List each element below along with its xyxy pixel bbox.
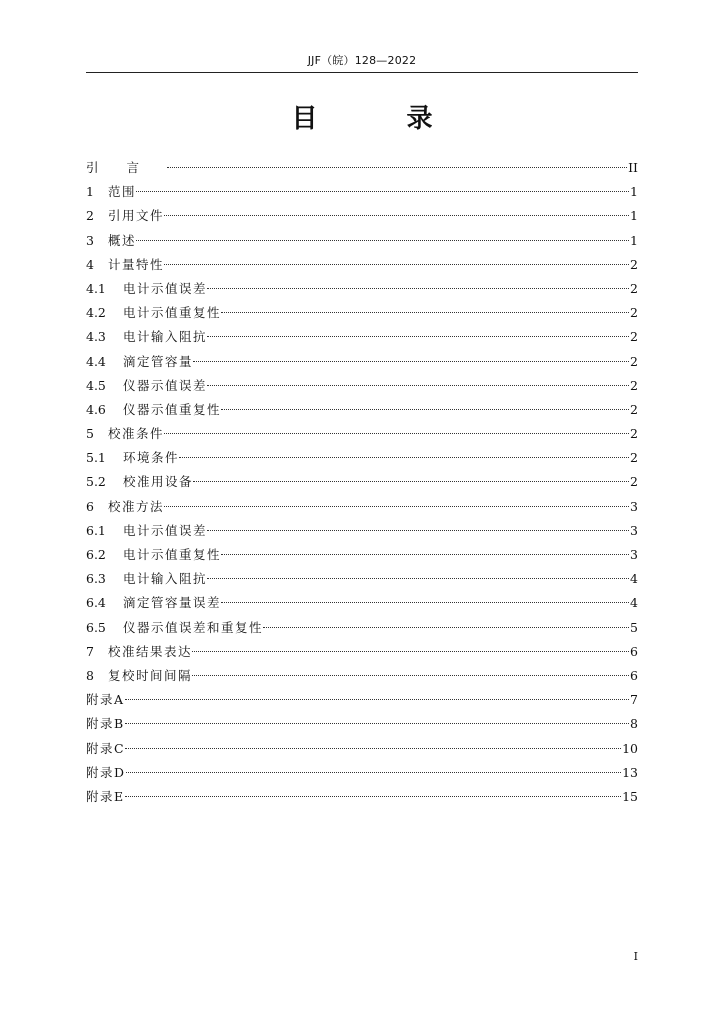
- toc-entry[interactable]: [86, 446, 638, 470]
- toc-entry-page: 10: [622, 740, 638, 756]
- toc-entry-label: 校准结果表达: [108, 643, 193, 659]
- toc-entry-page: 2: [630, 329, 638, 345]
- toc-entry-label: 计量特性: [108, 256, 165, 272]
- toc-entry-number: 4: [86, 256, 94, 272]
- toc-entry[interactable]: [86, 301, 638, 325]
- toc-entry-label: 附录D: [86, 764, 126, 780]
- toc-entry[interactable]: [86, 737, 638, 761]
- toc-entry-page: 1: [630, 208, 638, 224]
- toc-dot-leader: [125, 747, 621, 749]
- toc-dot-leader: [207, 287, 629, 289]
- toc-entry-page: 2: [630, 280, 638, 296]
- toc-entry[interactable]: [86, 229, 638, 253]
- toc-dot-leader: [164, 505, 629, 507]
- toc-entry-label: 电计示值重复性: [123, 305, 222, 321]
- toc-entry-number: 6: [86, 498, 94, 514]
- toc-entry-page: 1: [630, 232, 638, 248]
- toc-entry[interactable]: [86, 761, 638, 785]
- toc-dot-leader: [192, 674, 629, 676]
- toc-entry-page: 2: [630, 353, 638, 369]
- toc-entry-number: 8: [86, 667, 94, 683]
- toc-entry-number: 2: [86, 208, 94, 224]
- toc-entry-page: 4: [630, 571, 638, 587]
- toc-title: 目 录: [291, 104, 473, 134]
- toc-dot-leader: [164, 214, 629, 216]
- header-rule: [86, 72, 638, 73]
- toc-dot-leader: [263, 626, 629, 628]
- toc-entry[interactable]: [86, 204, 638, 228]
- toc-entry[interactable]: [86, 156, 638, 180]
- toc-entry-page: 3: [630, 498, 638, 514]
- toc-entry-label: 校准方法: [108, 498, 165, 514]
- toc-entry-number: 6.2: [86, 547, 106, 562]
- toc-entry-page: 2: [630, 256, 638, 272]
- page-number: I: [633, 950, 638, 963]
- toc-entry-label: 环境条件: [123, 450, 180, 466]
- toc-entry-number: 5.1: [86, 450, 106, 466]
- toc-dot-leader: [221, 553, 629, 555]
- toc-entry-label: 附录A: [86, 692, 125, 708]
- toc-entry-label: 校准条件: [108, 426, 165, 442]
- toc-dot-leader: [193, 360, 629, 362]
- toc-entry-number: 6.1: [86, 522, 106, 538]
- toc-entry-page: 6: [630, 643, 638, 659]
- toc-entry-page: 5: [630, 619, 638, 635]
- toc-entry-number: 4.1: [86, 280, 106, 296]
- toc-entry[interactable]: [86, 325, 638, 349]
- toc-entry-number: 6.4: [86, 595, 106, 611]
- toc-dot-leader: [164, 263, 629, 265]
- toc-entry-label: 电计示值误差: [123, 522, 208, 538]
- toc-entry-label: 附录C: [86, 740, 126, 756]
- toc-entry-label: 仪器示值重复性: [123, 401, 222, 417]
- toc-entry-number: 7: [86, 643, 94, 659]
- toc-dot-leader: [136, 190, 629, 192]
- toc-entry-label: 电计输入阻抗: [123, 571, 208, 587]
- toc-entry-label: 电计示值重复性: [123, 547, 222, 562]
- toc-entry-page: 2: [630, 474, 638, 490]
- toc-entry[interactable]: [86, 616, 638, 640]
- toc-entry-page: 7: [630, 692, 638, 708]
- toc-dot-leader: [125, 698, 630, 700]
- document-code-header: JJF（皖）128—2022: [307, 54, 417, 67]
- toc-entry[interactable]: [86, 350, 638, 374]
- toc-entry-label: 校准用设备: [123, 474, 194, 490]
- toc-dot-leader: [126, 771, 622, 773]
- toc-entry-label: 仪器示值误差和重复性: [123, 619, 264, 635]
- toc-entry-page: 13: [622, 764, 638, 780]
- toc-dot-leader: [136, 239, 629, 241]
- toc-entry[interactable]: [86, 470, 638, 494]
- toc-entry-page: 3: [630, 547, 638, 562]
- toc-entry-number: 5: [86, 426, 94, 442]
- toc-entry-page: 2: [630, 305, 638, 321]
- toc-dot-leader: [192, 650, 629, 652]
- toc-entry[interactable]: [86, 519, 638, 543]
- toc-dot-leader: [125, 722, 629, 724]
- toc-entry-page: 1: [630, 184, 638, 200]
- toc-entry-label: 引用文件: [108, 208, 165, 224]
- toc-entry-number: 4.2: [86, 305, 106, 321]
- toc-entry-number: 4.3: [86, 329, 106, 345]
- toc-entry-label: 电计示值误差: [123, 280, 208, 296]
- toc-entry-label: 范围: [108, 184, 137, 200]
- toc-entry-label: 引言: [86, 160, 168, 175]
- toc-entry[interactable]: [86, 591, 638, 615]
- toc-entry[interactable]: [86, 567, 638, 591]
- toc-entry[interactable]: [86, 180, 638, 204]
- toc-entry-label: 附录B: [86, 716, 125, 732]
- toc-entry-number: 5.2: [86, 474, 106, 490]
- toc-entry[interactable]: [86, 277, 638, 301]
- toc-entry-number: 4.6: [86, 401, 106, 417]
- toc-entry-label: 附录E: [86, 788, 125, 804]
- toc-entry-label: 概述: [108, 232, 137, 248]
- toc-dot-leader: [193, 480, 629, 482]
- toc-entry[interactable]: [86, 422, 638, 446]
- toc-entry-number: 4.4: [86, 353, 106, 369]
- toc-entry-label: 复校时间间隔: [108, 667, 193, 683]
- toc-entry-page: 2: [630, 450, 638, 466]
- toc-entry-page: 2: [630, 377, 638, 393]
- toc-entry-number: 6.5: [86, 619, 106, 635]
- toc-dot-leader: [179, 456, 629, 458]
- toc-dot-leader: [221, 311, 629, 313]
- toc-entry-number: 3: [86, 232, 94, 248]
- toc-dot-leader: [221, 408, 629, 410]
- toc-entry[interactable]: [86, 712, 638, 736]
- toc-entry[interactable]: [86, 495, 638, 519]
- toc-dot-leader: [125, 795, 621, 797]
- toc-dot-leader: [207, 577, 629, 579]
- toc-entry[interactable]: [86, 688, 638, 712]
- toc-entry-number: 6.3: [86, 571, 106, 587]
- toc-entry[interactable]: [86, 398, 638, 422]
- toc-entry-label: 滴定管容量误差: [123, 595, 222, 611]
- toc-entry-label: 仪器示值误差: [123, 377, 208, 393]
- toc-entry[interactable]: [86, 543, 638, 567]
- toc-entry[interactable]: [86, 664, 638, 688]
- toc-entry[interactable]: [86, 785, 638, 809]
- toc-entry[interactable]: [86, 374, 638, 398]
- toc-entry-page: 8: [630, 716, 638, 732]
- toc-entry-page: 3: [630, 522, 638, 538]
- toc-dot-leader: [221, 601, 629, 603]
- table-of-contents: [86, 156, 638, 809]
- toc-entry-number: 4.5: [86, 377, 106, 393]
- toc-dot-leader: [207, 529, 629, 531]
- toc-entry-page: 2: [630, 426, 638, 442]
- toc-entry-label: 滴定管容量: [123, 353, 194, 369]
- toc-entry-page: 4: [630, 595, 638, 611]
- toc-entry-page: 6: [630, 667, 638, 683]
- toc-dot-leader: [207, 384, 629, 386]
- toc-entry[interactable]: [86, 253, 638, 277]
- toc-entry-page: 2: [630, 401, 638, 417]
- toc-dot-leader: [207, 335, 629, 337]
- toc-dot-leader: [167, 166, 627, 168]
- toc-entry-number: 1: [86, 184, 94, 200]
- toc-entry[interactable]: [86, 640, 638, 664]
- toc-entry-label: 电计输入阻抗: [123, 329, 208, 345]
- toc-entry-page: 15: [622, 788, 638, 804]
- toc-dot-leader: [164, 432, 629, 434]
- toc-entry-page: II: [628, 160, 638, 175]
